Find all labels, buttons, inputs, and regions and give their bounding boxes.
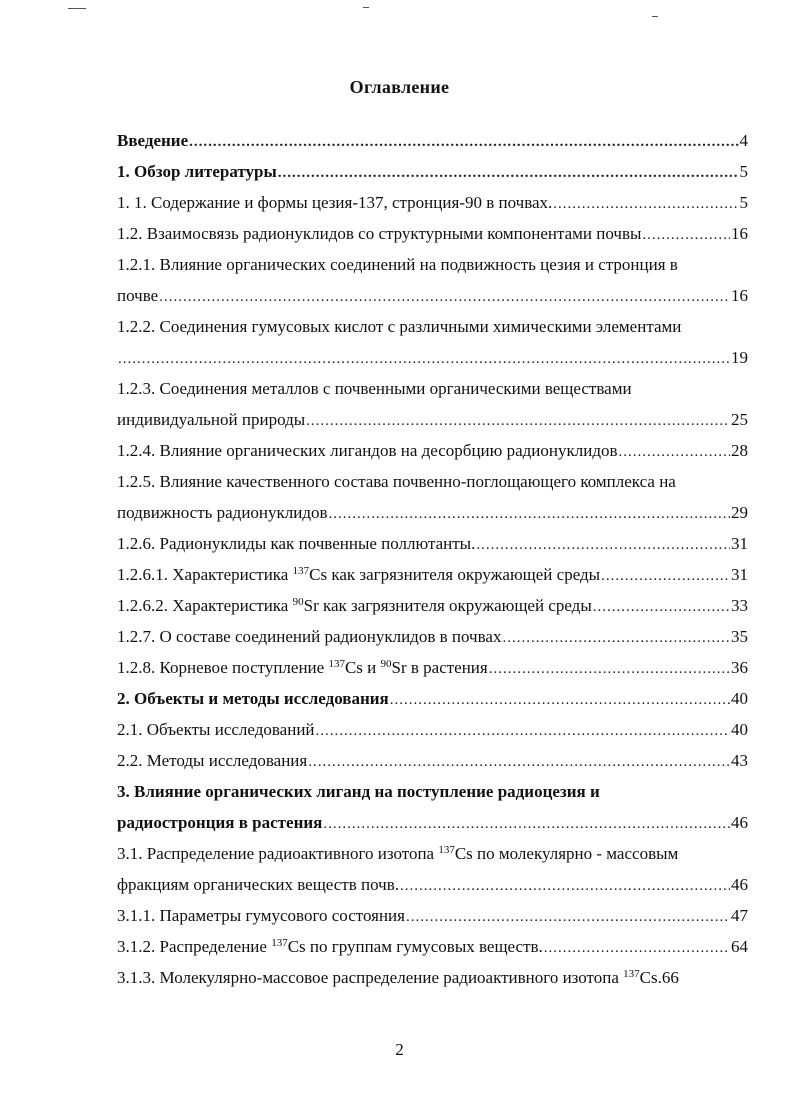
toc-leader-dots xyxy=(189,127,738,158)
toc-entry-page: 46 xyxy=(731,875,748,894)
toc-entry-page: 31 xyxy=(731,565,748,584)
toc-entry-title: 1. 1. Содержание и формы цезия-137, стронция-90 в почвах. xyxy=(117,193,553,212)
toc-entry-title: 3.1.1. Параметры гумусового состояния xyxy=(117,906,405,925)
toc-leader-dots xyxy=(316,716,730,747)
toc-entry-page: 16 xyxy=(731,286,748,305)
toc-entry-title: 2.2. Методы исследования xyxy=(117,751,308,770)
toc-entry-title: почве xyxy=(117,286,159,305)
toc-leader-dots xyxy=(619,437,731,468)
toc-leader-dots xyxy=(323,809,730,840)
toc-entry-title xyxy=(117,590,592,621)
toc-entry-title xyxy=(117,559,600,590)
toc-leader-dots xyxy=(329,499,730,530)
toc-entry-title-part: Cs и xyxy=(344,658,381,677)
toc-entry-title: индивидуальной природы xyxy=(117,410,306,429)
toc-entry-title-line1: 1.2.1. Влияние органических соединений на подвижность цезия и стронция в xyxy=(117,255,678,274)
toc-entry-title: подвижность радионуклидов xyxy=(117,503,328,522)
isotope-mass-number: 90 xyxy=(292,596,304,608)
toc-leader-dots xyxy=(476,530,730,561)
toc-leader-dots xyxy=(601,561,730,592)
toc-entry-page: 5 xyxy=(739,162,748,181)
toc-entry-page: 36 xyxy=(731,658,748,677)
page-number: 2 xyxy=(395,1040,404,1059)
isotope-mass-number: 137 xyxy=(438,844,455,856)
toc-entry-title-part: Cs. xyxy=(639,968,662,987)
toc-entry[interactable] xyxy=(117,745,748,776)
toc-entry-page: 40 xyxy=(731,689,748,708)
toc-entry-title-line1 xyxy=(117,838,748,869)
toc-entry[interactable] xyxy=(117,838,748,900)
toc-entry[interactable] xyxy=(117,373,748,435)
toc-leader-dots xyxy=(390,685,730,716)
toc-entry[interactable] xyxy=(117,683,748,714)
toc-leader-dots xyxy=(308,747,730,778)
toc-entry-page: 33 xyxy=(731,596,748,615)
toc-entry-title xyxy=(117,962,662,993)
toc-entry-page: 29 xyxy=(731,503,748,522)
toc-entry-title: 1.2.7. О составе соединений радионуклидов в почвах xyxy=(117,627,502,646)
toc-entry-title-line1: 1.2.3. Соединения металлов с почвенными органическими веществами xyxy=(117,379,632,398)
toc-entry-title-part: Cs по группам гумусовых веществ. xyxy=(287,937,543,956)
toc-entry-title: 2.1. Объекты исследований xyxy=(117,720,315,739)
page-title: Оглавление xyxy=(349,77,450,97)
toc-entry-title: 1. Обзор литературы xyxy=(117,162,277,181)
scan-artifact xyxy=(363,7,369,8)
toc-entry[interactable] xyxy=(117,528,748,559)
toc-entry[interactable] xyxy=(117,776,748,838)
toc-entry[interactable] xyxy=(117,311,748,373)
toc-entry[interactable] xyxy=(117,962,748,993)
toc-entry-title xyxy=(117,652,488,683)
toc-entry-title-line1: 3. Влияние органических лиганд на поступление радиоцезия и xyxy=(117,782,600,801)
isotope-mass-number: 137 xyxy=(328,658,345,670)
toc-entry-page: 5 xyxy=(739,193,748,212)
toc-entry[interactable] xyxy=(117,652,748,683)
scan-artifact xyxy=(652,16,658,17)
toc-entry-page: 19 xyxy=(731,348,748,367)
toc-entry-page: 16 xyxy=(731,224,748,243)
toc-entry-page: 31 xyxy=(731,534,748,553)
toc-entry-title: 1.2.4. Влияние органических лигандов на десорбцию радионуклидов xyxy=(117,441,618,460)
toc-entry-page: 28 xyxy=(731,441,748,460)
toc-entry-title-part: Sr как загрязнителя окружающей среды xyxy=(303,596,592,615)
toc-entry-title-part: 1.2.8. Корневое поступление xyxy=(117,658,329,677)
toc-leader-dots xyxy=(553,189,738,220)
toc-leader-dots xyxy=(278,158,739,189)
toc-leader-dots xyxy=(642,220,730,251)
toc-entry-title xyxy=(117,931,543,962)
toc-entry-page: 43 xyxy=(731,751,748,770)
table-of-contents xyxy=(117,125,748,993)
toc-entry[interactable] xyxy=(117,590,748,621)
toc-leader-dots xyxy=(159,282,730,313)
toc-entry-title: Введение xyxy=(117,131,189,150)
isotope-mass-number: 137 xyxy=(292,565,310,577)
toc-entry[interactable] xyxy=(117,931,748,962)
toc-entry[interactable] xyxy=(117,249,748,311)
toc-entry-title: 1.2.6. Радионуклиды как почвенные поллютанты. xyxy=(117,534,476,553)
toc-entry-title: 1.2. Взаимосвязь радионуклидов со структурными компонентами почвы xyxy=(117,224,642,243)
toc-entry-page: 4 xyxy=(739,131,748,150)
toc-entry-title-part: 1.2.6.1. Характеристика xyxy=(117,565,293,584)
toc-entry[interactable] xyxy=(117,218,748,249)
isotope-mass-number: 137 xyxy=(271,937,288,949)
toc-leader-dots xyxy=(489,654,730,685)
toc-entry-title-part: 3.1.3. Молекулярно-массовое распределение радиоактивного изотопа xyxy=(117,968,624,987)
toc-entry[interactable] xyxy=(117,125,748,156)
toc-entry-title: фракциям органических веществ почв. xyxy=(117,875,399,894)
isotope-mass-number: 137 xyxy=(623,968,640,980)
toc-entry-title-line1: 1.2.2. Соединения гумусовых кислот с различными химическими элементами xyxy=(117,317,682,336)
toc-entry-title-part: 3.1. Распределение радиоактивного изотопа xyxy=(117,844,439,863)
toc-entry[interactable] xyxy=(117,466,748,528)
toc-entry-page: 35 xyxy=(731,627,748,646)
toc-entry[interactable] xyxy=(117,900,748,931)
toc-leader-dots xyxy=(544,933,730,964)
toc-entry[interactable] xyxy=(117,435,748,466)
toc-entry-title: 2. Объекты и методы исследования xyxy=(117,689,389,708)
toc-entry-title-part: Cs по молекулярно - массовым xyxy=(454,844,679,863)
toc-entry-page: 46 xyxy=(731,813,748,832)
toc-leader-dots xyxy=(502,623,730,654)
toc-entry-title-part: 1.2.6.2. Характеристика xyxy=(117,596,293,615)
toc-entry-page: 25 xyxy=(731,410,748,429)
toc-entry-page: 64 xyxy=(731,937,748,956)
toc-leader-dots xyxy=(118,344,730,375)
toc-entry[interactable] xyxy=(117,156,748,187)
isotope-mass-number: 90 xyxy=(380,658,392,670)
toc-entry-title-part: Cs как загрязнителя окружающей среды xyxy=(309,565,601,584)
toc-entry-page: 40 xyxy=(731,720,748,739)
toc-leader-dots xyxy=(400,871,730,902)
toc-entry[interactable] xyxy=(117,621,748,652)
scan-artifact xyxy=(68,8,86,9)
toc-leader-dots xyxy=(593,592,730,623)
toc-entry-page: 66 xyxy=(661,968,679,987)
toc-entry-title-part: Sr в растения xyxy=(391,658,488,677)
toc-entry-title-part: 3.1.2. Распределение xyxy=(117,937,272,956)
toc-leader-dots xyxy=(406,902,730,933)
toc-entry[interactable] xyxy=(117,714,748,745)
toc-entry[interactable] xyxy=(117,187,748,218)
toc-entry-title-line1: 1.2.5. Влияние качественного состава почвенно-поглощающего комплекса на xyxy=(117,472,676,491)
toc-leader-dots xyxy=(306,406,730,437)
toc-entry-title: радиостронция в растения xyxy=(117,813,323,832)
toc-entry[interactable] xyxy=(117,559,748,590)
toc-entry-page: 47 xyxy=(731,906,748,925)
